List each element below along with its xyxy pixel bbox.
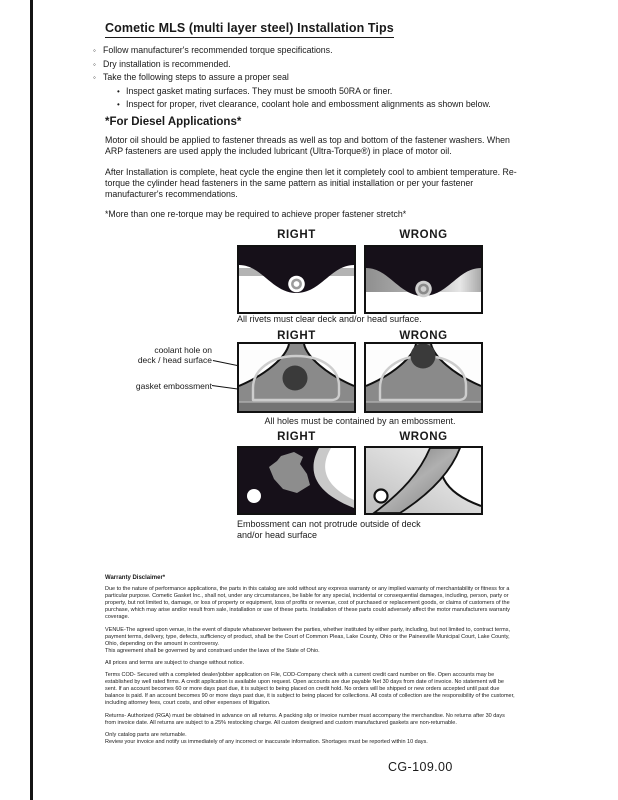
installation-tips-list [93,44,563,112]
rivet-right-diagram [239,247,354,308]
warranty-governed-paragraph: This agreement shall be governed by and construed under the laws of the State of Ohio. [105,647,320,654]
diagram-rivet-wrong-panel [364,245,483,314]
list-item [93,85,563,99]
coolant-hole-label [110,345,212,365]
protrude-caption-line2: and/or head surface [237,530,318,540]
sub-bullet-marker: • [117,100,120,110]
rivet-wrong-diagram [366,247,481,308]
holes-caption: All holes must be contained by an embossment. [264,416,456,426]
sub-bullet-marker: • [117,86,120,96]
wrong-label-row1: WRONG [399,229,448,241]
warranty-terms-paragraph: Terms COD- Secured with a completed dealer/jobber application on File, COD-Company check with a current credit card number on file. Open accounts may be established by well rated firms. A credit application is available upon request. Open accounts are due payable Net 30 days from date of invoice. No statement will be sent. If an account becomes 60 or more days past due, it is subject to being placed on credit hold. No orders will be shipped or new orders accepted until past due balance is paid. If an account becomes 90 or more days past due, it is subject to being placed for collections. All costs of collection are the responsibility of the customer, including attorney fees, court costs, and other expenses of litigation. [105,672,515,707]
warranty-venue-paragraph: VENUE-The agreed upon venue, in the event of dispute whatsoever between the parties, whether instituted by either party, including, but not limited to, contract terms, payment terms, delivery, type, defects, sufficiency of product, shall be the Court of Common Pleas, Lake County, Ohio or the Painesville Municipal Court, Lake County, Ohio, depending on the amount in controversy. [105,626,510,647]
tip-text: Dry installation is recommended. [103,58,231,69]
diesel-heading: *For Diesel Applications* [105,116,242,128]
right-label-row3: RIGHT [277,431,316,443]
list-item [93,98,563,112]
right-label-row2: RIGHT [277,330,316,342]
diesel-note: *More than one re-torque may be required to achieve proper fastener stretch* [105,209,407,220]
warranty-returns-paragraph: Returns- Authorized (RGA) must be obtained in advance on all returns. A packing slip or invoice number must accompany the merchandise. No returns after 30 days from invoice date. All returns are subject to a 25% restocking charge. All custom designed and custom manufactured gaskets are non-returnable. [105,712,505,726]
wrong-label-row2: WRONG [399,330,448,342]
warranty-review-paragraph: Review your invoice and notify us immediately of any incorrect or inaccurate information. Shortages must be reported within 10 days. [105,738,428,745]
page-number: CG-109.00 [388,760,453,774]
diagram-rivet-right-panel [237,245,356,314]
tip-text: Take the following steps to assure a proper seal [103,72,289,83]
right-label-row1: RIGHT [277,229,316,241]
diesel-paragraph-1: Motor oil should be applied to fastener threads as well as top and bottom of the fastener washers. When ARP fasteners are used apply the included lubricant (Ultra-Torque®) in place of motor oil. [105,135,510,157]
rivet-caption: All rivets must clear deck and/or head surface. [237,314,422,324]
bullet-marker: ◦ [93,46,96,55]
page-title: Cometic MLS (multi layer steel) Installation Tips [105,21,394,38]
holes-wrong-diagram [366,344,481,411]
warranty-catalog-paragraph: Only catalog parts are returnable. [105,731,187,738]
tip-text: Inspect gasket mating surfaces. They must be smooth 50RA or finer. [126,85,393,96]
diesel-paragraph-2: After Installation is complete, heat cycle the engine then let it completely cool to ambient temperature. Re-torque the cylinder head fasteners in the same pattern as initial installation or per your fastener manufacturer's recommendations. [105,166,517,200]
diagram-protrude-right-panel [237,446,356,515]
coolant-hole-label-line1: coolant hole on [154,345,212,355]
protrude-caption [237,519,421,541]
list-item [93,58,563,72]
list-item [93,44,563,58]
warranty-liability-paragraph: Due to the nature of performance applications, the parts in this catalog are sold without any express warranty or any implied warranty of merchantability or fitness for a particular purpose. Cometic Gasket Inc., shall not, under any circumstances, be liable for any special, incidental or consequential damages, including, person, party or property, but not limited to, damage, or loss of property or equipment, loss of profits or revenue, cost of purchased or replacement goods, or claims of customers of the purchase, which may arise and/or result from sale, installation or use of these parts. Installation of these parts could adversely affect the motor manufacturers warranty coverage. [105,586,510,621]
protrude-right-diagram [239,448,354,513]
wrong-label-row3: WRONG [399,431,448,443]
diagram-holes-wrong-panel [364,342,483,413]
gasket-embossment-label: gasket embossment [135,381,212,391]
protrude-caption-line1: Embossment can not protrude outside of deck [237,519,421,529]
scan-edge-line [30,0,33,800]
warranty-prices-paragraph: All prices and terms are subject to change without notice. [105,659,245,666]
diesel-applications-section [105,116,523,230]
diagram-holes-right-panel [237,342,356,413]
diagram-protrude-wrong-panel [364,446,483,515]
warranty-disclaimer-section [105,575,517,751]
bullet-marker: ◦ [93,59,96,69]
tip-text: Inspect for proper, rivet clearance, coolant hole and embossment alignments as shown below. [126,99,491,110]
warranty-heading: Warranty Disclaimer* [105,575,166,581]
coolant-hole-label-line2: deck / head surface [137,355,212,365]
protrude-wrong-diagram [366,448,481,513]
bullet-marker: ◦ [93,73,96,83]
list-item [93,71,563,85]
holes-right-diagram [239,344,354,411]
tip-text: Follow manufacturer's recommended torque specifications. [103,45,333,55]
